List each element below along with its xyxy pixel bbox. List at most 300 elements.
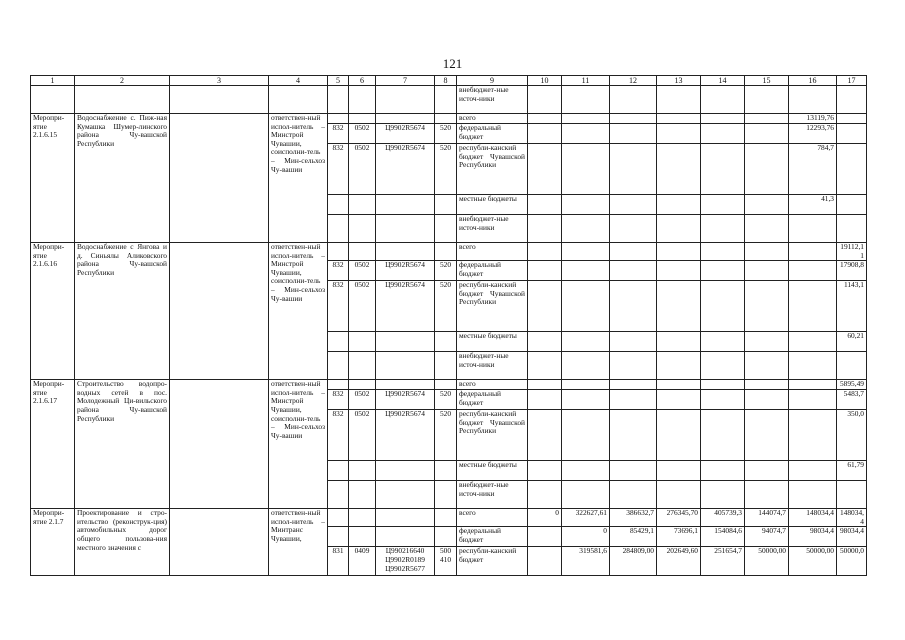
measure-id-cell: Меропри-ятие 2.1.7 xyxy=(31,509,75,576)
target-article-cell xyxy=(376,215,435,243)
expense-type-code: 520 xyxy=(439,409,452,419)
amount-cell: 319581,6 xyxy=(562,547,610,576)
amount-cell: 202649,60 xyxy=(657,547,701,576)
amount-cell xyxy=(610,390,657,410)
funding-source-cell: республи-канский бюджет Чувашской Республики xyxy=(457,410,528,461)
amount-cell xyxy=(745,114,789,124)
amount-cell: 12293,76 xyxy=(789,124,837,144)
measure-title-cell: Проектирование и стро-ительство (реконструк-ция) автомобильных дорог общего пользова-ния местного значения с xyxy=(75,509,170,576)
amount-cell: 1143,1 xyxy=(837,281,867,332)
amount-cell xyxy=(528,243,562,261)
funding-source-cell: местные бюджеты xyxy=(457,195,528,215)
target-article-cell xyxy=(376,124,435,144)
amount-cell: 98034,4 xyxy=(837,527,867,547)
amount-cell: 19112,11 xyxy=(837,243,867,261)
section-code-cell: 0409 xyxy=(349,547,376,576)
expense-type-code: 520 xyxy=(439,280,452,290)
amount-cell xyxy=(745,410,789,461)
grbs-code-cell: 831 xyxy=(328,547,349,576)
amount-cell: 60,21 xyxy=(837,332,867,352)
amount-cell: 154084,6 xyxy=(701,527,745,547)
amount-cell xyxy=(789,461,837,481)
amount-cell xyxy=(701,481,745,509)
amount-cell xyxy=(789,380,837,390)
column-number: 14 xyxy=(701,76,745,86)
amount-cell: 0 xyxy=(562,527,610,547)
column-number: 13 xyxy=(657,76,701,86)
budget-table xyxy=(30,75,867,576)
amount-cell xyxy=(562,481,610,509)
amount-cell xyxy=(745,380,789,390)
amount-cell xyxy=(562,195,610,215)
target-article-code: Ц9902R0189 xyxy=(385,554,425,564)
funding-source-cell: всего xyxy=(457,243,528,261)
expense-type-cell xyxy=(435,144,457,195)
amount-cell: 350,0 xyxy=(837,410,867,461)
expense-type-cell xyxy=(435,243,457,261)
section-code-cell: 0502 xyxy=(349,281,376,332)
expense-type-code: 520 xyxy=(439,143,452,152)
table-row xyxy=(31,380,867,390)
target-article-cell xyxy=(376,547,435,576)
funding-source-cell: всего xyxy=(457,509,528,527)
amount-cell xyxy=(789,332,837,352)
amount-cell xyxy=(745,390,789,410)
amount-cell: 5483,7 xyxy=(837,390,867,410)
column-number: 9 xyxy=(457,76,528,86)
target-article-cell xyxy=(376,281,435,332)
empty-cell xyxy=(170,509,269,576)
executor-cell: ответствен-ный испол-нитель – Минстрой Чувашии, соисполни-тель – Мин-сельхоз Чу-вашии xyxy=(269,114,328,243)
amount-cell xyxy=(657,215,701,243)
amount-cell xyxy=(528,461,562,481)
empty-cell xyxy=(435,86,457,114)
empty-cell xyxy=(789,86,837,114)
amount-cell xyxy=(745,352,789,380)
amount-cell xyxy=(610,481,657,509)
amount-cell xyxy=(610,195,657,215)
empty-cell xyxy=(745,86,789,114)
amount-cell xyxy=(528,281,562,332)
column-number: 12 xyxy=(610,76,657,86)
section-code-cell xyxy=(349,215,376,243)
column-number: 2 xyxy=(75,76,170,86)
empty-cell xyxy=(170,86,269,114)
amount-cell xyxy=(657,195,701,215)
amount-cell xyxy=(701,114,745,124)
amount-cell xyxy=(562,281,610,332)
target-article-cell xyxy=(376,332,435,352)
measure-title-cell: Водоснабжение с. Пиж-ная Кумашка Шумер-линского района Чу-вашской Республики xyxy=(75,114,170,243)
amount-cell xyxy=(610,215,657,243)
empty-cell xyxy=(701,86,745,114)
grbs-code-cell: 832 xyxy=(328,390,349,410)
amount-cell xyxy=(528,114,562,124)
amount-cell: 386632,7 xyxy=(610,509,657,527)
measure-id-cell: Меропри-ятие 2.1.6.15 xyxy=(31,114,75,243)
amount-cell xyxy=(528,481,562,509)
measure-id-cell: Меропри-ятие 2.1.6.16 xyxy=(31,243,75,380)
table-row xyxy=(31,243,867,261)
column-number: 6 xyxy=(349,76,376,86)
section-code-cell xyxy=(349,481,376,509)
executor-cell: ответствен-ный испол-нитель – Минтранс Чувашии, xyxy=(269,509,328,576)
amount-cell xyxy=(610,114,657,124)
expense-type-cell xyxy=(435,195,457,215)
expense-type-code: 520 xyxy=(439,123,452,132)
amount-cell xyxy=(837,124,867,144)
amount-cell xyxy=(528,380,562,390)
funding-source-cell: федеральный бюджет xyxy=(457,390,528,410)
amount-cell xyxy=(657,144,701,195)
amount-cell xyxy=(528,144,562,195)
amount-cell xyxy=(701,352,745,380)
amount-cell xyxy=(657,481,701,509)
grbs-code-cell xyxy=(328,114,349,124)
amount-cell xyxy=(745,481,789,509)
amount-cell xyxy=(528,215,562,243)
section-code-cell: 0502 xyxy=(349,390,376,410)
empty-cell xyxy=(170,243,269,380)
executor-cell: ответствен-ный испол-нитель – Минстрой Чувашии, соисполни-тель – Мин-сельхоз Чу-вашии xyxy=(269,380,328,509)
expense-type-code: 520 xyxy=(439,260,452,270)
empty-cell xyxy=(657,86,701,114)
amount-cell xyxy=(528,410,562,461)
target-article-cell xyxy=(376,461,435,481)
amount-cell xyxy=(701,261,745,281)
target-article-cell xyxy=(376,390,435,410)
target-article-cell xyxy=(376,243,435,261)
target-article-cell xyxy=(376,481,435,509)
funding-source-cell: республи-канский бюджет xyxy=(457,547,528,576)
amount-cell: 94074,7 xyxy=(745,527,789,547)
amount-cell: 0 xyxy=(528,509,562,527)
empty-cell xyxy=(170,114,269,243)
amount-cell xyxy=(837,195,867,215)
amount-cell xyxy=(657,261,701,281)
amount-cell xyxy=(701,195,745,215)
funding-source-cell: местные бюджеты xyxy=(457,461,528,481)
amount-cell xyxy=(745,261,789,281)
target-article-cell xyxy=(376,114,435,124)
table-row xyxy=(31,114,867,124)
grbs-code-cell: 832 xyxy=(328,281,349,332)
amount-cell xyxy=(657,380,701,390)
amount-cell xyxy=(789,215,837,243)
column-number: 8 xyxy=(435,76,457,86)
amount-cell xyxy=(562,114,610,124)
expense-type-cell xyxy=(435,390,457,410)
amount-cell xyxy=(701,243,745,261)
amount-cell: 61,79 xyxy=(837,461,867,481)
target-article-cell xyxy=(376,261,435,281)
amount-cell xyxy=(837,114,867,124)
amount-cell xyxy=(745,281,789,332)
amount-cell xyxy=(837,215,867,243)
amount-cell: 98034,4 xyxy=(789,527,837,547)
column-number: 4 xyxy=(269,76,328,86)
amount-cell xyxy=(745,332,789,352)
amount-cell xyxy=(562,410,610,461)
target-article-code: Ц9902R5677 xyxy=(385,563,425,573)
table-row xyxy=(31,86,867,114)
amount-cell: 284809,00 xyxy=(610,547,657,576)
amount-cell: 405739,3 xyxy=(701,509,745,527)
amount-cell xyxy=(837,144,867,195)
amount-cell xyxy=(837,481,867,509)
amount-cell xyxy=(562,144,610,195)
grbs-code-cell xyxy=(328,380,349,390)
grbs-code-cell xyxy=(328,481,349,509)
amount-cell xyxy=(745,243,789,261)
target-article-cell xyxy=(376,410,435,461)
column-number: 15 xyxy=(745,76,789,86)
target-article-code: Ц9902R5674 xyxy=(385,123,425,132)
empty-cell xyxy=(349,86,376,114)
section-code-cell: 0502 xyxy=(349,261,376,281)
amount-cell xyxy=(610,243,657,261)
expense-type-cell xyxy=(435,261,457,281)
funding-source-cell: местные бюджеты xyxy=(457,332,528,352)
grbs-code-cell xyxy=(328,527,349,547)
target-article-cell xyxy=(376,527,435,547)
amount-cell xyxy=(657,114,701,124)
measure-title-cell: Строительство водопро-водных сетей в пос. Молодежный Ци-вильского района Чу-вашской Республики xyxy=(75,380,170,509)
expense-type-cell xyxy=(435,527,457,547)
amount-cell xyxy=(610,281,657,332)
funding-source-cell: внебюджет-ные источ-ники xyxy=(457,481,528,509)
section-code-cell: 0502 xyxy=(349,124,376,144)
amount-cell xyxy=(701,390,745,410)
amount-cell xyxy=(657,410,701,461)
grbs-code-cell xyxy=(328,352,349,380)
funding-source-cell: всего xyxy=(457,380,528,390)
amount-cell: 148034,4 xyxy=(789,509,837,527)
expense-type-cell xyxy=(435,481,457,509)
amount-cell xyxy=(701,124,745,144)
funding-source-cell: внебюджет-ные источ-ники xyxy=(457,86,528,114)
grbs-code-cell xyxy=(328,332,349,352)
target-article-cell xyxy=(376,144,435,195)
target-article-cell xyxy=(376,380,435,390)
amount-cell xyxy=(657,124,701,144)
expense-type-cell xyxy=(435,352,457,380)
page-number: 121 xyxy=(442,56,463,71)
column-number: 7 xyxy=(376,76,435,86)
amount-cell xyxy=(562,243,610,261)
amount-cell xyxy=(610,461,657,481)
amount-cell xyxy=(745,124,789,144)
section-code-cell xyxy=(349,461,376,481)
amount-cell xyxy=(562,332,610,352)
grbs-code-cell xyxy=(328,461,349,481)
expense-type-cell xyxy=(435,215,457,243)
empty-cell xyxy=(528,86,562,114)
column-number: 1 xyxy=(31,76,75,86)
amount-cell xyxy=(837,352,867,380)
amount-cell: 41,3 xyxy=(789,195,837,215)
section-code-cell xyxy=(349,509,376,527)
amount-cell: 17908,8 xyxy=(837,261,867,281)
section-code-cell: 0502 xyxy=(349,144,376,195)
amount-cell xyxy=(528,261,562,281)
amount-cell xyxy=(789,410,837,461)
amount-cell xyxy=(745,215,789,243)
amount-cell xyxy=(562,461,610,481)
column-number: 16 xyxy=(789,76,837,86)
expense-type-code: 500 xyxy=(439,546,452,556)
amount-cell: 73696,1 xyxy=(657,527,701,547)
expense-type-cell xyxy=(435,281,457,332)
section-code-cell xyxy=(349,527,376,547)
grbs-code-cell: 832 xyxy=(328,410,349,461)
funding-source-cell: федеральный бюджет xyxy=(457,261,528,281)
expense-type-cell xyxy=(435,410,457,461)
amount-cell xyxy=(562,124,610,144)
expense-type-cell xyxy=(435,124,457,144)
amount-cell xyxy=(562,380,610,390)
empty-cell xyxy=(170,380,269,509)
column-number: 10 xyxy=(528,76,562,86)
amount-cell: 50000,00 xyxy=(745,547,789,576)
target-article-code: Ц9902R5674 xyxy=(385,143,425,152)
column-number: 11 xyxy=(562,76,610,86)
amount-cell xyxy=(657,352,701,380)
amount-cell xyxy=(610,332,657,352)
target-article-code: Ц9902R5674 xyxy=(385,389,425,399)
amount-cell xyxy=(610,410,657,461)
empty-cell xyxy=(328,86,349,114)
section-code-cell: 0502 xyxy=(349,410,376,461)
amount-cell xyxy=(701,281,745,332)
amount-cell xyxy=(528,390,562,410)
section-code-cell xyxy=(349,352,376,380)
section-code-cell xyxy=(349,332,376,352)
expense-type-cell xyxy=(435,332,457,352)
amount-cell xyxy=(789,352,837,380)
measure-title-cell: Водоснабжение с Янгова и д. Синьялы Аликовского района Чу-вашской Республики xyxy=(75,243,170,380)
executor-cell: ответствен-ный испол-нитель – Минстрой Чувашии, соисполни-тель – Мин-сельхоз Чу-вашии xyxy=(269,243,328,380)
amount-cell xyxy=(528,332,562,352)
amount-cell: 85429,1 xyxy=(610,527,657,547)
grbs-code-cell: 832 xyxy=(328,144,349,195)
expense-type-cell xyxy=(435,380,457,390)
table-row xyxy=(31,509,867,527)
expense-type-cell xyxy=(435,547,457,576)
amount-cell xyxy=(745,461,789,481)
expense-type-cell xyxy=(435,114,457,124)
funding-source-cell: всего xyxy=(457,114,528,124)
section-code-cell xyxy=(349,195,376,215)
amount-cell xyxy=(789,281,837,332)
amount-cell xyxy=(610,261,657,281)
amount-cell: 50000,0 xyxy=(837,547,867,576)
empty-cell xyxy=(75,86,170,114)
amount-cell xyxy=(528,352,562,380)
target-article-code: Ц990216640 xyxy=(385,546,425,556)
column-number: 17 xyxy=(837,76,867,86)
target-article-cell xyxy=(376,352,435,380)
amount-cell xyxy=(745,144,789,195)
column-number: 3 xyxy=(170,76,269,86)
column-number-row xyxy=(31,76,867,86)
amount-cell: 144074,7 xyxy=(745,509,789,527)
amount-cell xyxy=(657,390,701,410)
amount-cell xyxy=(528,527,562,547)
grbs-code-cell xyxy=(328,195,349,215)
amount-cell xyxy=(562,390,610,410)
empty-cell xyxy=(610,86,657,114)
expense-type-code: 520 xyxy=(439,389,452,399)
section-code-cell xyxy=(349,380,376,390)
amount-cell xyxy=(610,144,657,195)
amount-cell: 322627,61 xyxy=(562,509,610,527)
amount-cell xyxy=(657,281,701,332)
section-code-cell xyxy=(349,243,376,261)
amount-cell xyxy=(789,481,837,509)
section-code-cell xyxy=(349,114,376,124)
empty-cell xyxy=(837,86,867,114)
grbs-code-cell xyxy=(328,243,349,261)
target-article-code: Ц9902R5674 xyxy=(385,260,425,270)
target-article-cell xyxy=(376,195,435,215)
amount-cell xyxy=(701,215,745,243)
amount-cell xyxy=(562,352,610,380)
amount-cell xyxy=(745,195,789,215)
funding-source-cell: федеральный бюджет xyxy=(457,124,528,144)
amount-cell xyxy=(701,410,745,461)
funding-source-cell: федеральный бюджет xyxy=(457,527,528,547)
grbs-code-cell xyxy=(328,509,349,527)
amount-cell xyxy=(657,461,701,481)
expense-type-cell xyxy=(435,509,457,527)
amount-cell: 50000,00 xyxy=(789,547,837,576)
funding-source-cell: республи-канский бюджет Чувашской Республики xyxy=(457,144,528,195)
funding-source-cell: республи-канский бюджет Чувашской Республики xyxy=(457,281,528,332)
amount-cell xyxy=(657,243,701,261)
amount-cell xyxy=(701,380,745,390)
amount-cell xyxy=(610,380,657,390)
grbs-code-cell xyxy=(328,215,349,243)
amount-cell: 148034,4 xyxy=(837,509,867,527)
funding-source-cell: внебюджет-ные источ-ники xyxy=(457,215,528,243)
amount-cell: 13119,76 xyxy=(789,114,837,124)
amount-cell: 276345,70 xyxy=(657,509,701,527)
empty-cell xyxy=(269,86,328,114)
amount-cell xyxy=(528,124,562,144)
amount-cell: 784,7 xyxy=(789,144,837,195)
amount-cell xyxy=(610,352,657,380)
amount-cell: 5895,49 xyxy=(837,380,867,390)
empty-cell xyxy=(376,86,435,114)
expense-type-cell xyxy=(435,461,457,481)
amount-cell xyxy=(528,195,562,215)
amount-cell xyxy=(701,461,745,481)
grbs-code-cell: 832 xyxy=(328,261,349,281)
expense-type-code: 410 xyxy=(439,554,452,564)
amount-cell xyxy=(789,390,837,410)
empty-cell xyxy=(562,86,610,114)
amount-cell xyxy=(701,332,745,352)
empty-cell xyxy=(31,86,75,114)
column-number: 5 xyxy=(328,76,349,86)
amount-cell xyxy=(701,144,745,195)
funding-source-cell: внебюджет-ные источ-ники xyxy=(457,352,528,380)
target-article-code: Ц9902R5674 xyxy=(385,409,425,419)
amount-cell xyxy=(610,124,657,144)
amount-cell xyxy=(789,243,837,261)
amount-cell xyxy=(657,332,701,352)
